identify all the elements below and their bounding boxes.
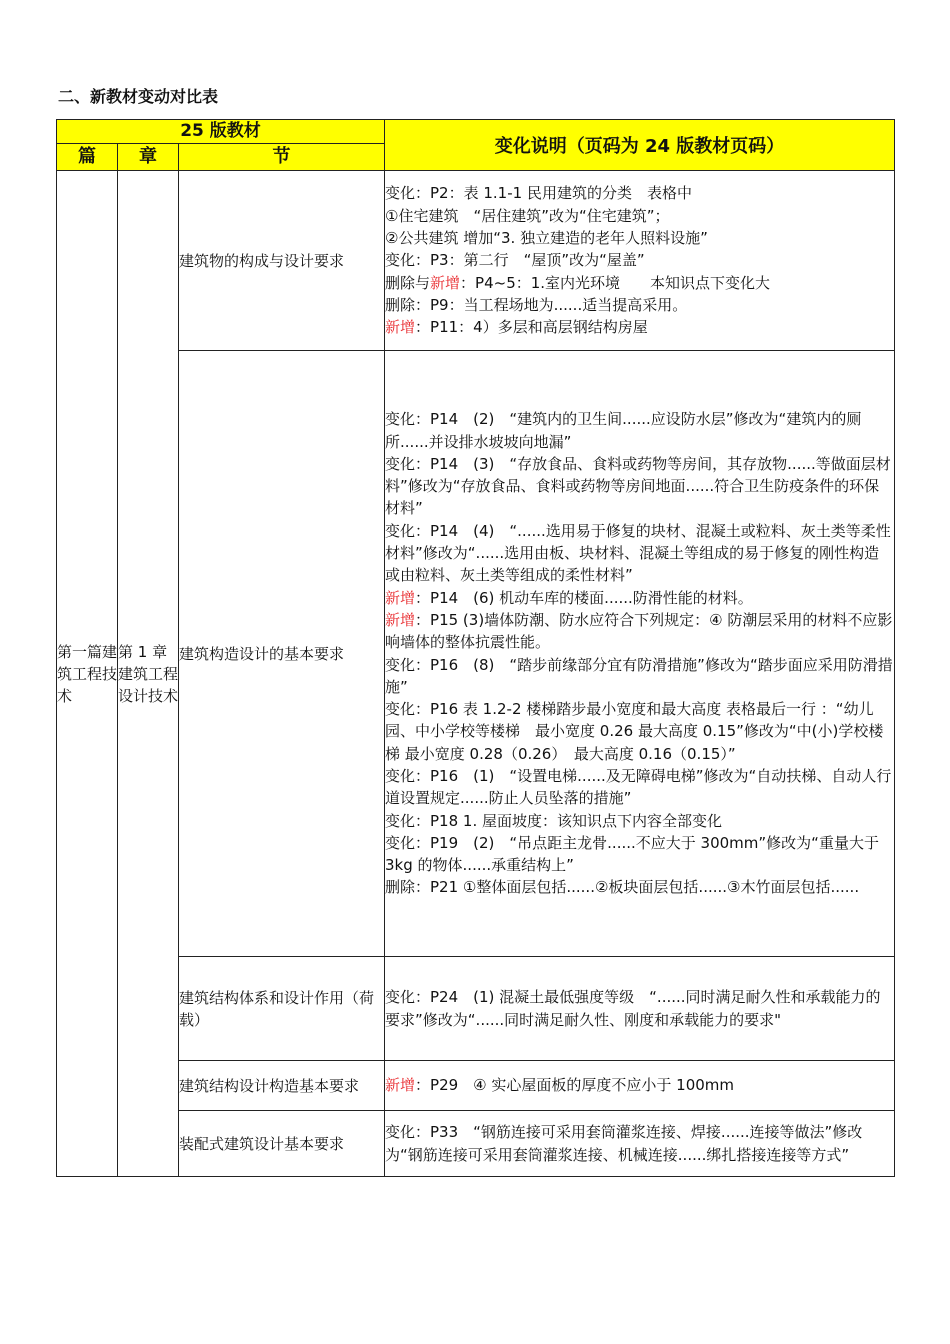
change-cell xyxy=(385,957,895,1061)
change-line xyxy=(385,316,894,338)
header-change: 变化说明（页码为 24 版教材页码） xyxy=(385,120,895,171)
change-line xyxy=(385,654,894,699)
change-line-text: ：P29 ④ 实心屋面板的厚度不应小于 100mm xyxy=(415,1076,735,1095)
change-line-text: 变化：P14 (2) “建筑内的卫生间......应设防水层”修改为“建筑内的厕所......并设排水坡坡向地漏” xyxy=(385,410,862,451)
change-line-text: ：P15 (3)墙体防潮、防水应符合下列规定：④ 防潮层采用的材料不应影响墙体的整体抗震性能。 xyxy=(385,610,893,652)
change-line xyxy=(385,205,894,227)
change-line xyxy=(385,408,894,453)
new-tag: 新增 xyxy=(385,1076,416,1095)
header-pian: 篇 xyxy=(57,144,118,171)
change-line xyxy=(385,294,894,316)
section-cell: 装配式建筑设计基本要求 xyxy=(179,1111,385,1177)
header-jie: 节 xyxy=(179,144,385,171)
change-cell xyxy=(385,171,895,351)
zhang-cell: 第 1 章 建筑工程设计技术 xyxy=(118,171,179,1177)
header-edition: 25 版教材 xyxy=(57,120,385,144)
section-cell: 建筑结构体系和设计作用（荷载） xyxy=(179,957,385,1061)
pian-cell: 第一篇建筑工程技术 xyxy=(57,171,118,1177)
change-line-text: 变化：P18 1. 屋面坡度：该知识点下内容全部变化 xyxy=(385,811,722,830)
page-heading: 二、新教材变动对比表 xyxy=(58,87,219,106)
change-line-text: 删除：P21 ①整体面层包括......②板块面层包括......③木竹面层包括...... xyxy=(385,878,860,897)
change-line-text: ：P14 (6) 机动车库的楼面......防滑性能的材料。 xyxy=(415,588,753,607)
change-line xyxy=(385,876,894,898)
change-line-text: 变化：P3：第二行 “屋顶”改为“屋盖” xyxy=(385,251,645,270)
change-line-text: ：P4~5：1.室内光环境 本知识点下变化大 xyxy=(460,273,771,292)
change-line xyxy=(385,698,894,765)
change-line xyxy=(385,1074,894,1096)
comparison-table xyxy=(56,119,895,1177)
change-line xyxy=(385,272,894,294)
change-line-text: 变化：P24 (1) 混凝土最低强度等级 “......同时满足耐久性和承载能力的要求”修改为“......同时满足耐久性、刚度和承载能力的要求" xyxy=(385,988,881,1029)
change-line-text: 变化：P2：表 1.1-1 民用建筑的分类 表格中 xyxy=(385,184,692,203)
change-cell xyxy=(385,1061,895,1111)
new-tag: 新增 xyxy=(385,318,416,337)
change-line-text: 变化：P14 (3) “存放食品、食料或药物等房间，其存放物......等做面层材料”修改为“存放食品、食料或药物等房间地面......符合卫生防疫条件的环保材料” xyxy=(385,454,891,518)
change-cell xyxy=(385,351,895,957)
change-line-text: 变化：P14 (4) “......选用易于修复的块材、混凝土或粒料、灰土类等柔性材料”修改为“......选用由板、块材料、混凝土等组成的易于修复的刚性构造或由粒料、灰土类等组成的柔性材料” xyxy=(385,521,891,585)
change-line-text: ②公共建筑 增加“3. 独立建造的老年人照料设施” xyxy=(385,229,708,248)
change-line-text: ①住宅建筑 “居住建筑”改为“住宅建筑”； xyxy=(385,206,670,225)
new-tag: 新增 xyxy=(385,610,416,629)
change-line-prefix: 删除与 xyxy=(385,273,431,292)
section-cell: 建筑物的构成与设计要求 xyxy=(179,171,385,351)
change-line xyxy=(385,520,894,587)
change-line-text: 变化：P33 “钢筋连接可采用套筒灌浆连接、焊接......连接等做法”修改为“钢筋连接可采用套筒灌浆连接、机械连接......绑扎搭接连接等方式” xyxy=(385,1123,863,1164)
change-line-text: 变化：P19 (2) “吊点距主龙骨......不应大于 300mm”修改为“重量大于 3kg 的物体......承重结构上” xyxy=(385,833,879,875)
change-line xyxy=(385,832,894,877)
change-line xyxy=(385,609,894,654)
change-line-text: 变化：P16 (1) “设置电梯......及无障碍电梯”修改为“自动扶梯、自动人行道设置规定......防止人员坠落的措施” xyxy=(385,766,892,808)
change-line xyxy=(385,810,894,832)
change-line xyxy=(385,587,894,609)
section-cell: 建筑构造设计的基本要求 xyxy=(179,351,385,957)
section-cell: 建筑结构设计构造基本要求 xyxy=(179,1061,385,1111)
change-line-text: 变化：P16 表 1.2-2 楼梯踏步最小宽度和最大高度 表格最后一行 ：“幼儿园、中小学校等楼梯 最小宽度 0.26 最大高度 0.15”修改为“中(小)学校楼梯 最小宽度 0.28（0.26） 最大高度 0.16（0.15）” xyxy=(385,700,884,763)
new-tag: 新增 xyxy=(385,588,416,607)
change-line xyxy=(385,227,894,249)
change-line xyxy=(385,249,894,271)
change-line xyxy=(385,182,894,204)
change-line xyxy=(385,1121,894,1166)
change-line xyxy=(385,765,894,810)
change-line xyxy=(385,986,894,1031)
change-line-text: 删除：P9：当工程场地为......适当提高采用。 xyxy=(385,295,688,314)
change-line-text: 变化：P16 (8) “踏步前缘部分宜有防滑措施”修改为“踏步面应采用防滑措施” xyxy=(385,655,893,696)
change-line-text: ：P11：4）多层和高层钢结构房屋 xyxy=(415,318,648,337)
change-line xyxy=(385,453,894,520)
header-zhang: 章 xyxy=(118,144,179,171)
new-tag: 新增 xyxy=(430,273,461,292)
change-cell xyxy=(385,1111,895,1177)
